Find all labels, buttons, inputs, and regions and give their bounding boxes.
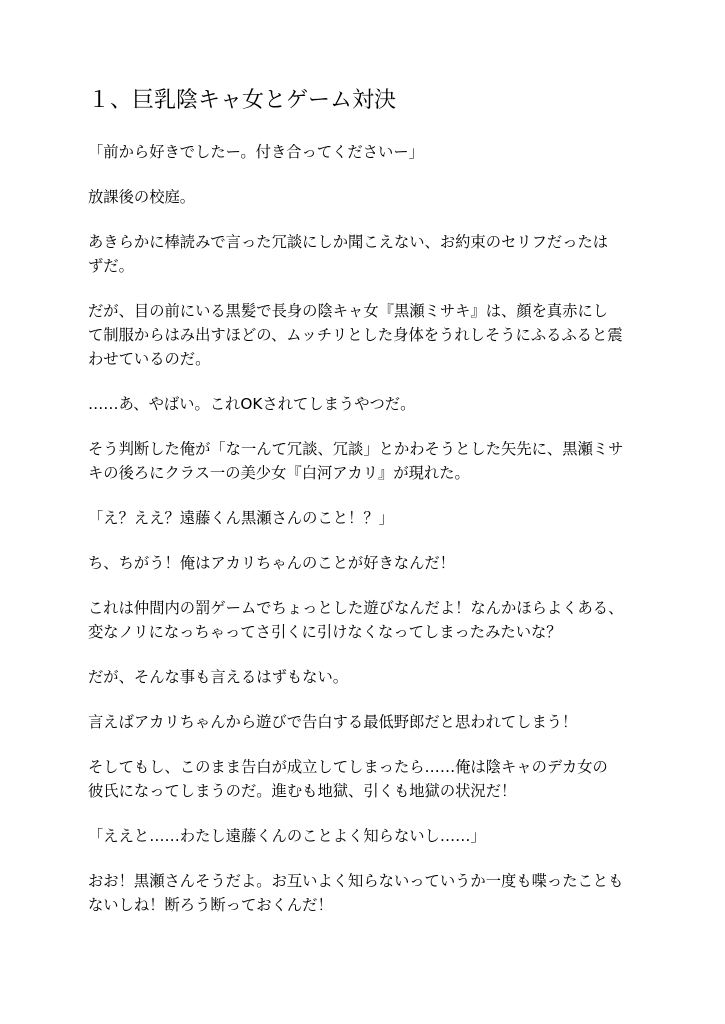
paragraph: だが、そんな事も言えるはずもない。 xyxy=(88,668,349,686)
paragraph: 「ええと……わたし遠藤くんのことよく知らないし……」 xyxy=(88,827,486,845)
paragraph: あきらかに棒読みで言った冗談にしか聞こえない、お約束のセリフだったは ずだ。 xyxy=(88,233,609,275)
body-text xyxy=(88,140,648,917)
paragraph: そしてもし、このまま告白が成立してしまったら……俺は陰キャのデカ女の 彼氏になってしまうのだ。進むも地獄、引くも地獄の状況だ！ xyxy=(88,758,608,800)
chapter-title: １、巨乳陰キャ女とゲーム対決 xyxy=(88,88,397,113)
paragraph: これは仲間内の罰ゲームでちょっとした遊びなんだよ！なんかほらよくある、 変なノリになっちゃってさ引くに引けなくなってしまったみたいな？ xyxy=(88,599,624,641)
paragraph: だが、目の前にいる黒髪で長身の陰キャ女『黒瀬ミサキ』は、顔を真赤にし て制服からはみ出すほどの、ムッチリとした身体をうれしそうにふるふると震 わせているのだ。 xyxy=(88,302,623,368)
paragraph: そう判断した俺が「な一んて冗談、冗談」とかわそうとした矢先に、黒瀬ミサ キの後ろにクラス一の美少女『白河アカリ』が現れた。 xyxy=(88,440,624,482)
paragraph: 言えばアカリちゃんから遊びで告白する最低野郎だと思われてしまう！ xyxy=(88,713,578,731)
paragraph: 放課後の校庭。 xyxy=(88,188,196,206)
paragraph: ……あ、やばい。これOKされてしまうやつだ。 xyxy=(88,395,416,413)
paragraph: 「前から好きでしたー。付き合ってくださいー」 xyxy=(88,143,424,161)
paragraph: おお！黒瀬さんそうだよ。お互いよく知らないっていうか一度も喋ったことも ないしね！断ろう断っておくんだ！ xyxy=(88,872,624,914)
paragraph: 「え？ええ？遠藤くん黒瀬さんのこと！？」 xyxy=(88,509,394,527)
paragraph: ち、ちがう！俺はアカリちゃんのことが好きなんだ！ xyxy=(88,554,455,572)
document-page xyxy=(88,84,648,938)
